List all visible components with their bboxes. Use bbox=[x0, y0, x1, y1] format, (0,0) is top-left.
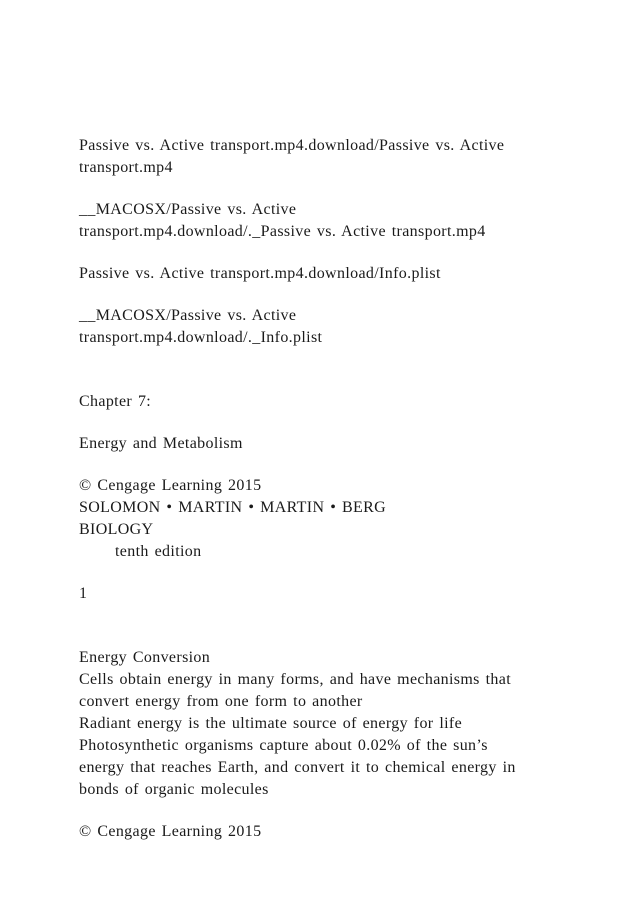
chapter-title: Energy and Metabolism bbox=[79, 435, 243, 452]
section-text-line: bonds of organic molecules bbox=[79, 781, 269, 798]
authors-line: SOLOMON • MARTIN • MARTIN • BERG bbox=[79, 499, 387, 516]
file-path-block-3 bbox=[79, 263, 599, 285]
page-number-block bbox=[79, 583, 599, 605]
section-copyright-block bbox=[79, 821, 599, 843]
chapter-label-block bbox=[79, 391, 599, 413]
chapter-label: Chapter 7: bbox=[79, 393, 152, 410]
section-text-line: convert energy from one form to another bbox=[79, 693, 363, 710]
section-text-line: Photosynthetic organisms capture about 0.02% of the sun’s bbox=[79, 737, 488, 754]
file-path-line: __MACOSX/Passive vs. Active bbox=[79, 307, 297, 324]
credits-block bbox=[79, 475, 599, 563]
section-heading: Energy Conversion bbox=[79, 649, 211, 666]
book-title: BIOLOGY bbox=[79, 521, 154, 538]
file-path-line: __MACOSX/Passive vs. Active bbox=[79, 201, 297, 218]
file-path-line: Passive vs. Active transport.mp4.download/Info.plist bbox=[79, 265, 441, 282]
file-path-line: transport.mp4.download/._Info.plist bbox=[79, 329, 323, 346]
file-path-block-4 bbox=[79, 305, 599, 349]
chapter-title-block bbox=[79, 433, 599, 455]
section-block bbox=[79, 647, 599, 801]
copyright-line: © Cengage Learning 2015 bbox=[79, 823, 262, 840]
file-path-block-1 bbox=[79, 135, 599, 179]
section-text-line: energy that reaches Earth, and convert it to chemical energy in bbox=[79, 759, 516, 776]
copyright-line: © Cengage Learning 2015 bbox=[79, 477, 262, 494]
file-path-line: transport.mp4 bbox=[79, 159, 173, 176]
spacer bbox=[79, 625, 599, 647]
section-text-line: Cells obtain energy in many forms, and have mechanisms that bbox=[79, 671, 511, 688]
edition-line: tenth edition bbox=[115, 543, 202, 560]
file-path-line: transport.mp4.download/._Passive vs. Active transport.mp4 bbox=[79, 223, 486, 240]
spacer bbox=[79, 369, 599, 391]
file-path-block-2 bbox=[79, 199, 599, 243]
document-page bbox=[79, 135, 599, 843]
page-number: 1 bbox=[79, 585, 88, 602]
section-text-line: Radiant energy is the ultimate source of energy for life bbox=[79, 715, 463, 732]
file-path-line: Passive vs. Active transport.mp4.download/Passive vs. Active bbox=[79, 137, 505, 154]
